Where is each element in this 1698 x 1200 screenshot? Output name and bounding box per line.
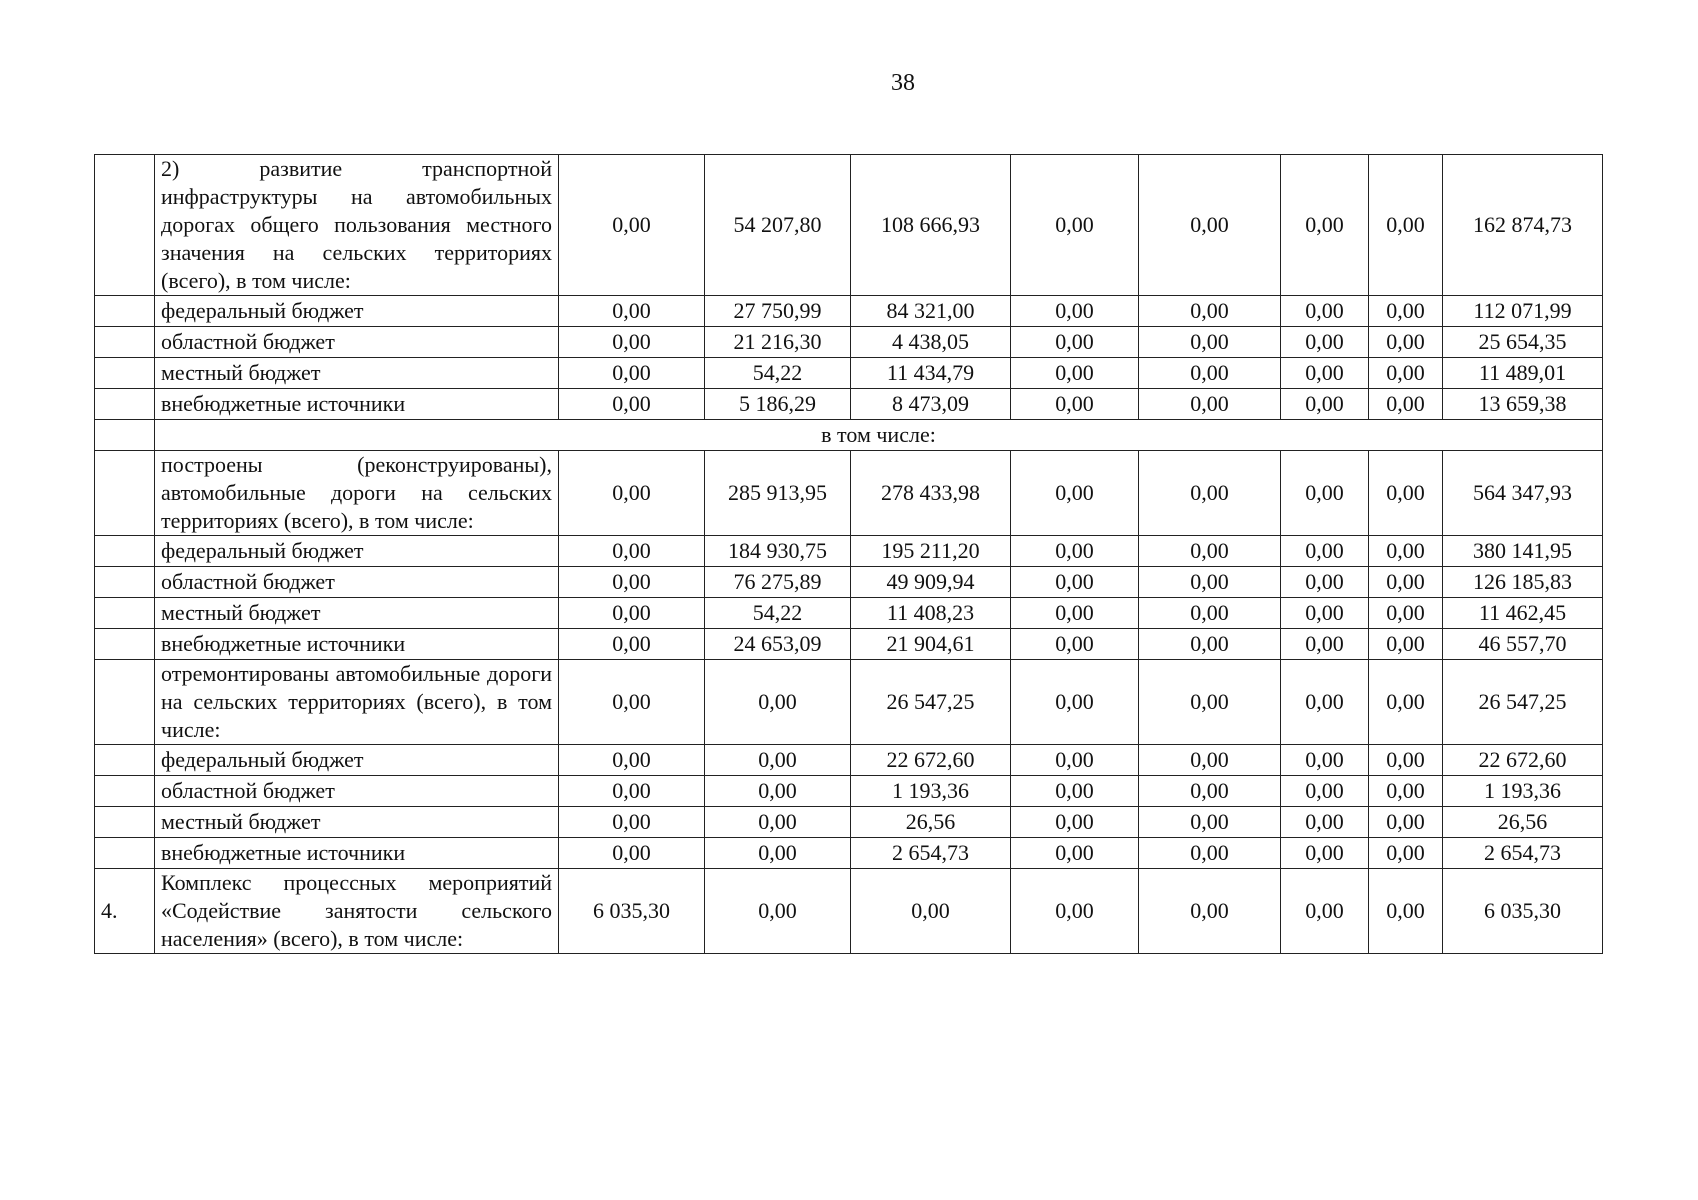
- value-cell: 0,00: [559, 327, 705, 358]
- value-cell: 27 750,99: [705, 296, 851, 327]
- value-cell: 0,00: [1011, 745, 1139, 776]
- row-total: 13 659,38: [1443, 389, 1603, 420]
- value-cell: 0,00: [559, 155, 705, 296]
- value-cell: 0,00: [1139, 567, 1281, 598]
- row-label: Комплекс процессных мероприятий «Содействие занятости сельского населения» (всего), в том числе:: [155, 869, 559, 954]
- value-cell: 0,00: [559, 629, 705, 660]
- row-number: [95, 155, 155, 296]
- value-cell: 0,00: [1369, 327, 1443, 358]
- table-row: [95, 451, 1603, 536]
- value-cell: 2 654,73: [851, 838, 1011, 869]
- row-label: внебюджетные источники: [155, 389, 559, 420]
- value-cell: 0,00: [559, 389, 705, 420]
- value-cell: 24 653,09: [705, 629, 851, 660]
- table-row: [95, 389, 1603, 420]
- row-total: 11 462,45: [1443, 598, 1603, 629]
- row-total: 26,56: [1443, 807, 1603, 838]
- value-cell: 195 211,20: [851, 536, 1011, 567]
- value-cell: 0,00: [1011, 536, 1139, 567]
- row-number: [95, 327, 155, 358]
- value-cell: 0,00: [1281, 807, 1369, 838]
- row-number: [95, 660, 155, 745]
- value-cell: 54,22: [705, 358, 851, 389]
- value-cell: 0,00: [559, 660, 705, 745]
- value-cell: 0,00: [705, 776, 851, 807]
- value-cell: 0,00: [1011, 838, 1139, 869]
- row-label: федеральный бюджет: [155, 745, 559, 776]
- value-cell: 0,00: [1281, 598, 1369, 629]
- value-cell: 0,00: [1011, 389, 1139, 420]
- value-cell: 0,00: [1139, 629, 1281, 660]
- row-number: [95, 420, 155, 451]
- value-cell: 0,00: [1281, 358, 1369, 389]
- value-cell: 0,00: [1139, 598, 1281, 629]
- value-cell: 0,00: [1369, 598, 1443, 629]
- value-cell: 0,00: [1281, 389, 1369, 420]
- row-label: федеральный бюджет: [155, 536, 559, 567]
- row-total: 11 489,01: [1443, 358, 1603, 389]
- value-cell: 0,00: [1011, 327, 1139, 358]
- value-cell: 0,00: [1139, 451, 1281, 536]
- row-label: федеральный бюджет: [155, 296, 559, 327]
- value-cell: 76 275,89: [705, 567, 851, 598]
- value-cell: 0,00: [1139, 838, 1281, 869]
- value-cell: 0,00: [1281, 745, 1369, 776]
- value-cell: 0,00: [1011, 629, 1139, 660]
- row-total: 25 654,35: [1443, 327, 1603, 358]
- row-number: [95, 598, 155, 629]
- value-cell: 0,00: [1139, 536, 1281, 567]
- budget-table: [94, 154, 1603, 954]
- value-cell: 0,00: [705, 745, 851, 776]
- value-cell: 0,00: [1369, 358, 1443, 389]
- value-cell: 0,00: [1369, 567, 1443, 598]
- row-number: [95, 776, 155, 807]
- value-cell: 0,00: [851, 869, 1011, 954]
- value-cell: 0,00: [1281, 536, 1369, 567]
- row-label: внебюджетные источники: [155, 629, 559, 660]
- value-cell: 0,00: [1139, 327, 1281, 358]
- page-number: 38: [891, 70, 915, 96]
- table-row: [95, 536, 1603, 567]
- value-cell: 184 930,75: [705, 536, 851, 567]
- row-number: [95, 745, 155, 776]
- value-cell: 285 913,95: [705, 451, 851, 536]
- row-label: областной бюджет: [155, 776, 559, 807]
- value-cell: 0,00: [1139, 745, 1281, 776]
- table-row: [95, 629, 1603, 660]
- value-cell: 0,00: [1369, 389, 1443, 420]
- value-cell: 0,00: [559, 838, 705, 869]
- table-row: [95, 296, 1603, 327]
- row-label: местный бюджет: [155, 358, 559, 389]
- value-cell: 0,00: [705, 838, 851, 869]
- row-total: 564 347,93: [1443, 451, 1603, 536]
- row-number: [95, 838, 155, 869]
- row-label: отремонтированы автомобильные дороги на сельских территориях (всего), в том числе:: [155, 660, 559, 745]
- row-label: областной бюджет: [155, 327, 559, 358]
- table-row: [95, 660, 1603, 745]
- table-row: [95, 776, 1603, 807]
- value-cell: 0,00: [1011, 358, 1139, 389]
- value-cell: 0,00: [559, 807, 705, 838]
- value-cell: 0,00: [1011, 155, 1139, 296]
- row-total: 6 035,30: [1443, 869, 1603, 954]
- value-cell: 0,00: [1281, 838, 1369, 869]
- row-number: [95, 389, 155, 420]
- value-cell: 0,00: [1369, 838, 1443, 869]
- row-number: [95, 451, 155, 536]
- value-cell: 0,00: [1369, 296, 1443, 327]
- table-row: [95, 838, 1603, 869]
- row-label: построены (реконструированы), автомобильные дороги на сельских территориях (всего), в том числе:: [155, 451, 559, 536]
- value-cell: 0,00: [559, 296, 705, 327]
- value-cell: 0,00: [559, 536, 705, 567]
- value-cell: 0,00: [559, 745, 705, 776]
- value-cell: 0,00: [1011, 776, 1139, 807]
- value-cell: 0,00: [1281, 776, 1369, 807]
- row-total: 26 547,25: [1443, 660, 1603, 745]
- row-total: 126 185,83: [1443, 567, 1603, 598]
- table-row: [95, 327, 1603, 358]
- row-number: [95, 536, 155, 567]
- value-cell: 54,22: [705, 598, 851, 629]
- value-cell: 22 672,60: [851, 745, 1011, 776]
- value-cell: 0,00: [1011, 296, 1139, 327]
- table-row: [95, 567, 1603, 598]
- value-cell: 0,00: [705, 660, 851, 745]
- value-cell: 0,00: [559, 358, 705, 389]
- value-cell: 0,00: [1139, 155, 1281, 296]
- row-total: 380 141,95: [1443, 536, 1603, 567]
- value-cell: 84 321,00: [851, 296, 1011, 327]
- row-label: местный бюджет: [155, 807, 559, 838]
- row-number: [95, 296, 155, 327]
- section-note: в том числе:: [155, 420, 1603, 451]
- value-cell: 21 216,30: [705, 327, 851, 358]
- value-cell: 0,00: [705, 869, 851, 954]
- value-cell: 0,00: [1139, 389, 1281, 420]
- row-label: местный бюджет: [155, 598, 559, 629]
- value-cell: 21 904,61: [851, 629, 1011, 660]
- value-cell: 26,56: [851, 807, 1011, 838]
- table-row: [95, 807, 1603, 838]
- table-row: [95, 358, 1603, 389]
- table-row: [95, 598, 1603, 629]
- value-cell: 0,00: [1281, 327, 1369, 358]
- value-cell: 0,00: [1369, 155, 1443, 296]
- table-subheader-row: [95, 420, 1603, 451]
- value-cell: 0,00: [1139, 358, 1281, 389]
- row-total: 162 874,73: [1443, 155, 1603, 296]
- value-cell: 8 473,09: [851, 389, 1011, 420]
- value-cell: 26 547,25: [851, 660, 1011, 745]
- value-cell: 0,00: [705, 807, 851, 838]
- value-cell: 11 408,23: [851, 598, 1011, 629]
- value-cell: 0,00: [1139, 296, 1281, 327]
- value-cell: 0,00: [1011, 567, 1139, 598]
- value-cell: 0,00: [1139, 776, 1281, 807]
- row-total: 112 071,99: [1443, 296, 1603, 327]
- value-cell: 4 438,05: [851, 327, 1011, 358]
- value-cell: 108 666,93: [851, 155, 1011, 296]
- row-number: [95, 807, 155, 838]
- value-cell: 0,00: [1369, 807, 1443, 838]
- row-label: 2) развитие транспортной инфраструктуры на автомобильных дорогах общего пользования местного значения на сельских территориях (всего), в том числе:: [155, 155, 559, 296]
- table-row: [95, 155, 1603, 296]
- value-cell: 278 433,98: [851, 451, 1011, 536]
- value-cell: 0,00: [1011, 869, 1139, 954]
- row-label: внебюджетные источники: [155, 838, 559, 869]
- value-cell: 49 909,94: [851, 567, 1011, 598]
- value-cell: 0,00: [1369, 869, 1443, 954]
- value-cell: 0,00: [1281, 451, 1369, 536]
- row-total: 46 557,70: [1443, 629, 1603, 660]
- value-cell: 0,00: [1369, 451, 1443, 536]
- value-cell: 0,00: [1011, 807, 1139, 838]
- value-cell: 0,00: [1369, 629, 1443, 660]
- row-number: [95, 358, 155, 389]
- value-cell: 0,00: [1281, 296, 1369, 327]
- value-cell: 0,00: [1281, 869, 1369, 954]
- value-cell: 6 035,30: [559, 869, 705, 954]
- value-cell: 0,00: [1281, 155, 1369, 296]
- value-cell: 5 186,29: [705, 389, 851, 420]
- value-cell: 0,00: [1011, 660, 1139, 745]
- row-number: 4.: [95, 869, 155, 954]
- table-row: [95, 869, 1603, 954]
- value-cell: 0,00: [1011, 451, 1139, 536]
- value-cell: 11 434,79: [851, 358, 1011, 389]
- value-cell: 0,00: [1011, 598, 1139, 629]
- value-cell: 0,00: [559, 598, 705, 629]
- value-cell: 0,00: [559, 776, 705, 807]
- value-cell: 0,00: [559, 451, 705, 536]
- value-cell: 0,00: [1281, 567, 1369, 598]
- value-cell: 0,00: [1369, 660, 1443, 745]
- row-number: [95, 567, 155, 598]
- row-total: 22 672,60: [1443, 745, 1603, 776]
- value-cell: 0,00: [1281, 660, 1369, 745]
- value-cell: 54 207,80: [705, 155, 851, 296]
- value-cell: 0,00: [1139, 807, 1281, 838]
- row-number: [95, 629, 155, 660]
- value-cell: 1 193,36: [851, 776, 1011, 807]
- table-row: [95, 745, 1603, 776]
- value-cell: 0,00: [1369, 536, 1443, 567]
- value-cell: 0,00: [1139, 660, 1281, 745]
- value-cell: 0,00: [1281, 629, 1369, 660]
- row-label: областной бюджет: [155, 567, 559, 598]
- value-cell: 0,00: [1139, 869, 1281, 954]
- row-total: 1 193,36: [1443, 776, 1603, 807]
- value-cell: 0,00: [559, 567, 705, 598]
- value-cell: 0,00: [1369, 745, 1443, 776]
- row-total: 2 654,73: [1443, 838, 1603, 869]
- value-cell: 0,00: [1369, 776, 1443, 807]
